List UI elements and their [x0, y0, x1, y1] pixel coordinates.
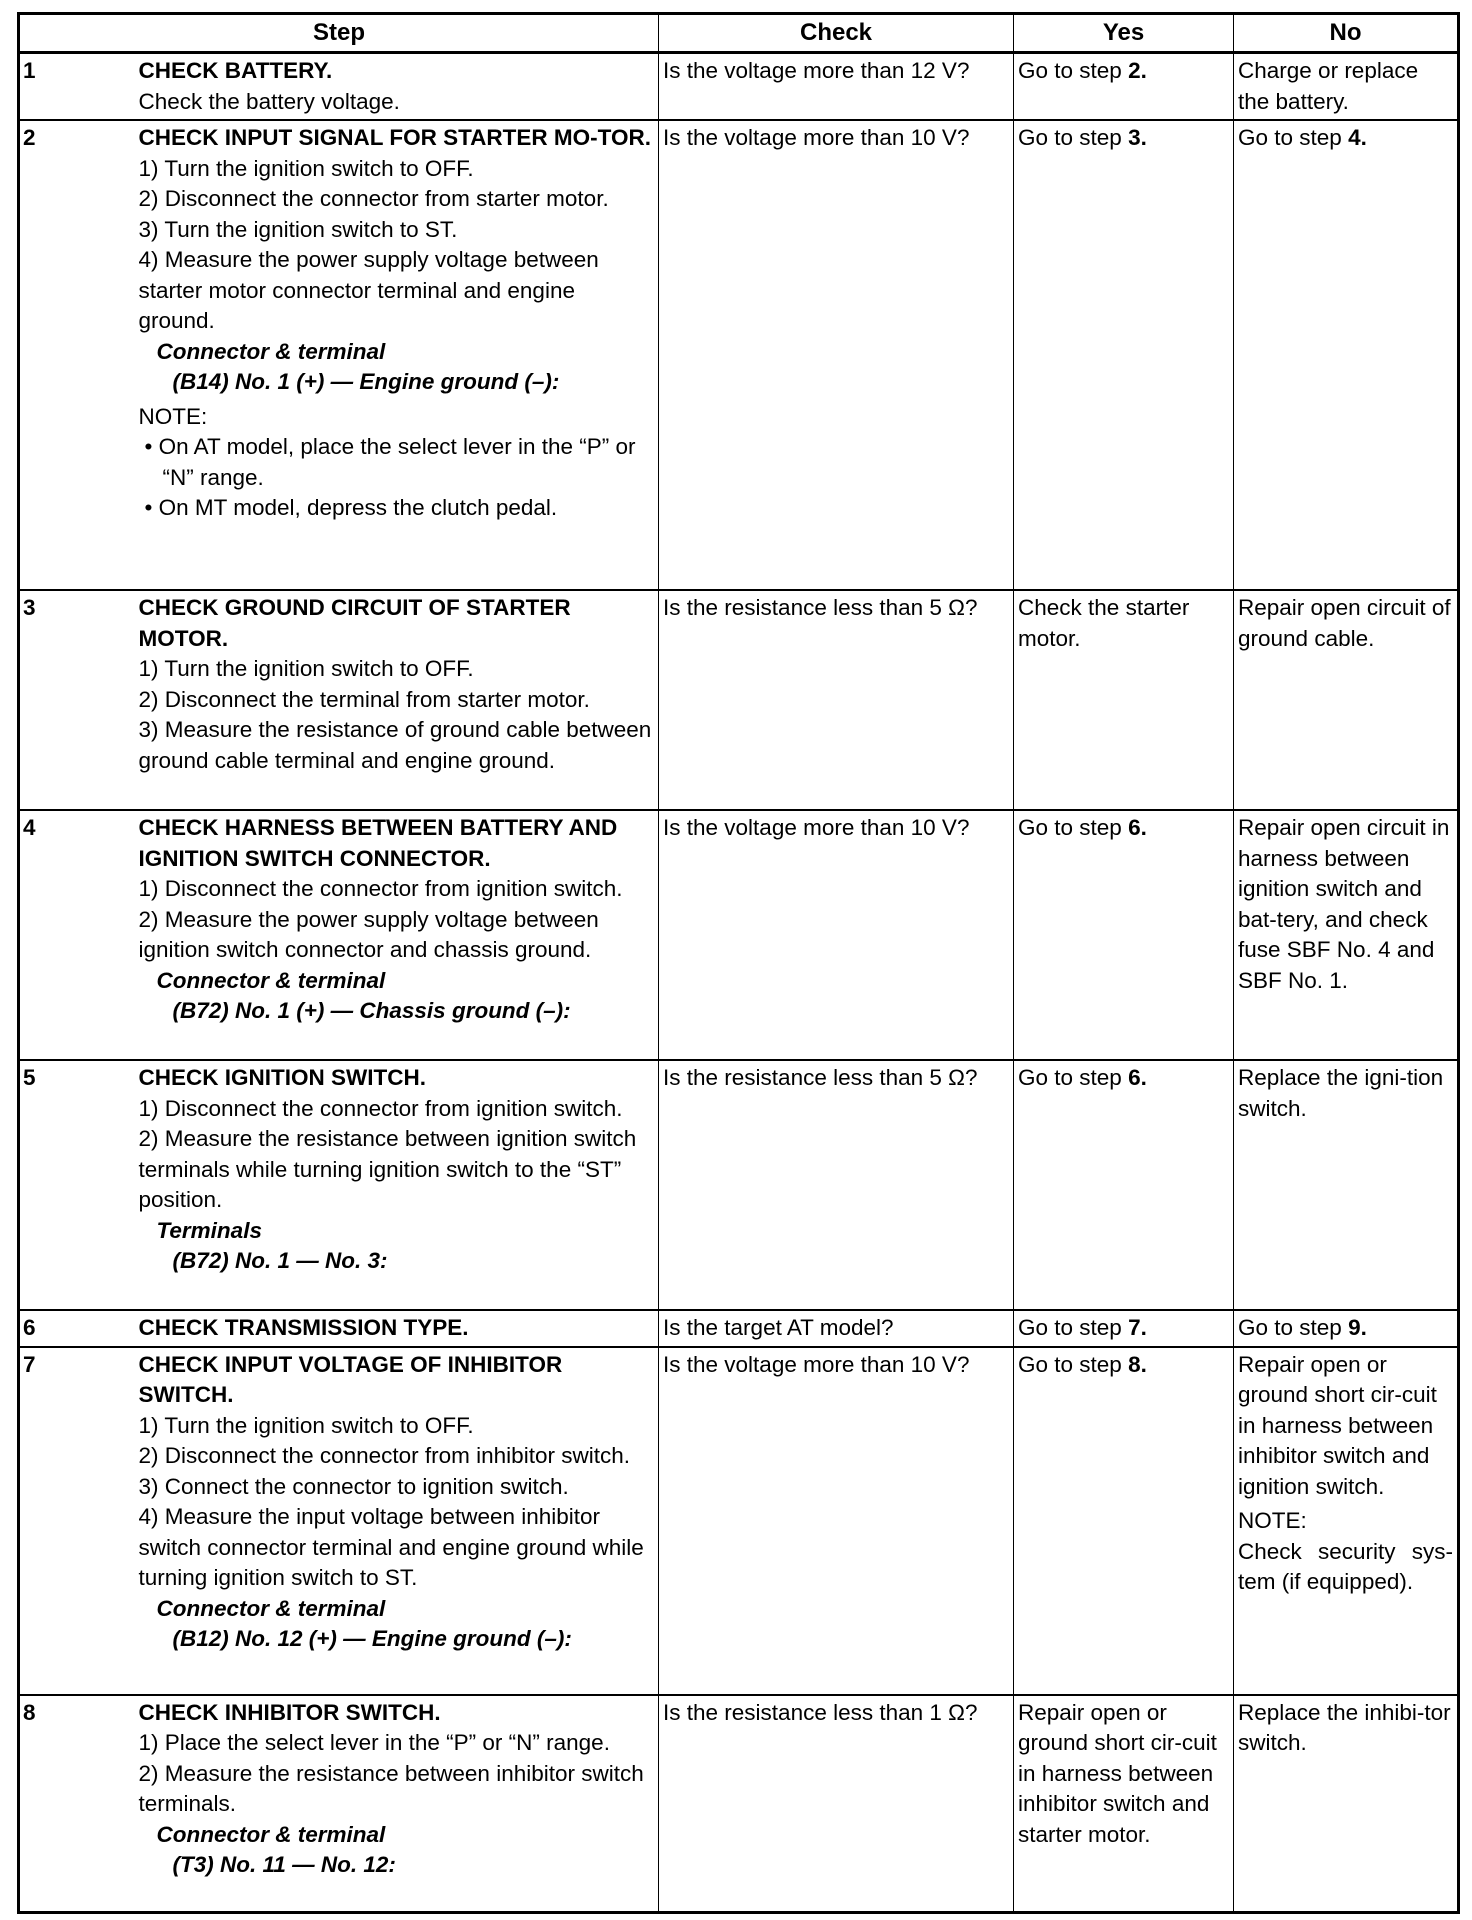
step-title: CHECK BATTERY. — [138, 58, 333, 83]
step-title: CHECK TRANSMISSION TYPE. — [138, 1315, 469, 1340]
step-number: 8 — [19, 1695, 135, 1913]
no-cell: Repair open or ground short cir-cuit in harness between inhibitor switch and ignition switch. NOTE: Check security sys-tem (if equipped). — [1234, 1347, 1459, 1695]
connector-title: Connector & terminal — [156, 1821, 386, 1847]
step-line: 1) Turn the ignition switch to OFF. — [138, 155, 474, 181]
terminals-value: (B72) No. 1 — No. 3: — [172, 1248, 388, 1273]
connector-title: Connector & terminal — [156, 967, 386, 993]
note-item: • On MT model, depress the clutch pedal. — [144, 495, 558, 520]
step-line: 3) Measure the resistance of ground cable between ground cable terminal and engine ground. — [138, 717, 652, 773]
step-cell — [135, 53, 659, 121]
no-cell: Replace the inhibi-tor switch. — [1234, 1695, 1459, 1913]
no-cell: Go to step 9. — [1234, 1310, 1459, 1347]
yes-cell: Go to step 2. — [1014, 53, 1234, 121]
step-number: 4 — [19, 810, 135, 1060]
step-line: 2) Measure the resistance between ignition switch terminals while turning ignition switch to the “ST” position. — [138, 1126, 637, 1212]
step-title: CHECK GROUND CIRCUIT OF STARTER MOTOR. — [138, 595, 571, 651]
yes-cell: Go to step 8. — [1014, 1347, 1234, 1695]
step-cell — [135, 1060, 659, 1310]
check-cell: Is the voltage more than 12 V? — [659, 53, 1014, 121]
check-cell: Is the voltage more than 10 V? — [659, 120, 1014, 590]
table-row — [19, 590, 1459, 810]
step-title: CHECK INHIBITOR SWITCH. — [138, 1699, 441, 1725]
step-title: CHECK INPUT VOLTAGE OF INHIBITOR SWITCH. — [138, 1351, 563, 1407]
step-title: CHECK HARNESS BETWEEN BATTERY AND IGNITION SWITCH CONNECTOR. — [138, 815, 618, 871]
step-line: 2) Measure the resistance between inhibitor switch terminals. — [138, 1760, 644, 1816]
step-line: 4) Measure the power supply voltage between starter motor connector terminal and engine ground. — [138, 247, 599, 333]
no-cell: Charge or replace the battery. — [1234, 53, 1459, 121]
check-cell: Is the resistance less than 5 Ω? — [659, 590, 1014, 810]
step-line: 2) Disconnect the connector from starter motor. — [138, 186, 609, 211]
step-line: 4) Measure the input voltage between inhibitor switch connector terminal and engine ground while turning ignition switch to ST. — [138, 1504, 644, 1590]
header-row — [19, 14, 1459, 53]
step-line: Check the battery voltage. — [138, 88, 400, 114]
yes-cell: Check the starter motor. — [1014, 590, 1234, 810]
connector-value: (B14) No. 1 (+) — Engine ground (–): — [172, 369, 560, 394]
step-line: 1) Disconnect the connector from ignition switch. — [138, 1095, 623, 1121]
table-row — [19, 1060, 1459, 1310]
step-title: CHECK INPUT SIGNAL FOR STARTER MO-TOR. — [138, 125, 652, 150]
connector-title: Connector & terminal — [156, 1595, 386, 1621]
step-line: 2) Disconnect the terminal from starter motor. — [138, 686, 590, 712]
connector-title: Connector & terminal — [156, 338, 386, 364]
table-row — [19, 53, 1459, 121]
step-cell — [135, 590, 659, 810]
table-row — [19, 1347, 1459, 1695]
step-line: 3) Connect the connector to ignition switch. — [138, 1473, 569, 1499]
terminals-title: Terminals — [156, 1217, 262, 1243]
step-title: CHECK IGNITION SWITCH. — [138, 1065, 426, 1090]
no-cell: Replace the igni-tion switch. — [1234, 1060, 1459, 1310]
table-row — [19, 120, 1459, 590]
step-cell — [135, 810, 659, 1060]
step-line: 2) Disconnect the connector from inhibitor switch. — [138, 1443, 630, 1468]
note-heading: NOTE: — [138, 403, 208, 429]
step-line: 1) Disconnect the connector from ignition switch. — [138, 876, 623, 901]
no-cell: Repair open circuit in harness between ignition switch and bat-tery, and check fuse SBF No. 4 and SBF No. 1. — [1234, 810, 1459, 1060]
check-cell: Is the resistance less than 1 Ω? — [659, 1695, 1014, 1913]
step-line: 3) Turn the ignition switch to ST. — [138, 216, 458, 242]
check-cell: Is the voltage more than 10 V? — [659, 1347, 1014, 1695]
diagnostic-table — [17, 12, 1460, 1914]
step-line: 1) Turn the ignition switch to OFF. — [138, 656, 474, 681]
connector-value: (B72) No. 1 (+) — Chassis ground (–): — [172, 998, 571, 1023]
step-number: 2 — [19, 120, 135, 590]
check-cell: Is the resistance less than 5 Ω? — [659, 1060, 1014, 1310]
yes-cell: Go to step 6. — [1014, 1060, 1234, 1310]
yes-cell: Go to step 3. — [1014, 120, 1234, 590]
no-cell: Go to step 4. — [1234, 120, 1459, 590]
step-cell — [135, 1347, 659, 1695]
step-number: 7 — [19, 1347, 135, 1695]
step-line: 1) Place the select lever in the “P” or “N” range. — [138, 1730, 610, 1755]
connector-value: (T3) No. 11 — No. 12: — [172, 1852, 396, 1877]
header-check: Check — [659, 14, 1014, 53]
header-step: Step — [19, 14, 659, 53]
step-line: 2) Measure the power supply voltage between ignition switch connector and chassis ground. — [138, 906, 599, 962]
yes-cell: Go to step 6. — [1014, 810, 1234, 1060]
table-row — [19, 810, 1459, 1060]
note-item: • On AT model, place the select lever in the “P” or “N” range. — [144, 434, 636, 490]
step-number: 3 — [19, 590, 135, 810]
yes-cell: Repair open or ground short cir-cuit in harness between inhibitor switch and starter motor. — [1014, 1695, 1234, 1913]
no-cell: Repair open circuit of ground cable. — [1234, 590, 1459, 810]
connector-value: (B12) No. 12 (+) — Engine ground (–): — [172, 1626, 572, 1651]
header-yes: Yes — [1014, 14, 1234, 53]
step-line: 1) Turn the ignition switch to OFF. — [138, 1412, 474, 1438]
step-number: 6 — [19, 1310, 135, 1347]
table-row — [19, 1310, 1459, 1347]
yes-cell: Go to step 7. — [1014, 1310, 1234, 1347]
step-number: 5 — [19, 1060, 135, 1310]
check-cell: Is the target AT model? — [659, 1310, 1014, 1347]
step-number: 1 — [19, 53, 135, 121]
step-cell — [135, 1695, 659, 1913]
table-row — [19, 1695, 1459, 1913]
note-text: Check security sys-tem (if equipped). — [1238, 1538, 1454, 1594]
check-cell: Is the voltage more than 10 V? — [659, 810, 1014, 1060]
note-heading: NOTE: — [1238, 1508, 1307, 1533]
step-cell — [135, 1310, 659, 1347]
step-cell — [135, 120, 659, 590]
header-no: No — [1234, 14, 1459, 53]
